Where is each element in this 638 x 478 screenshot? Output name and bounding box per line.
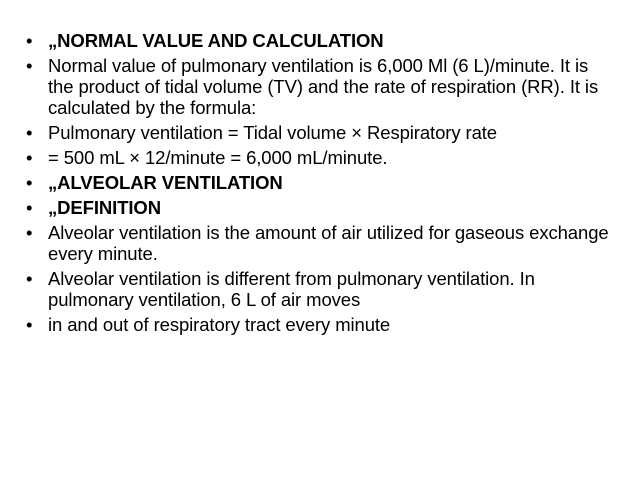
bullet-dot-icon: • xyxy=(26,122,33,143)
bullet-item-formula xyxy=(26,122,616,143)
bullet-list xyxy=(26,30,616,339)
bullet-dot-icon: • xyxy=(26,197,33,218)
bullet-item-air-movement-text xyxy=(26,314,616,335)
bullet-item-difference-text xyxy=(26,268,616,310)
bullet-text: „NORMAL VALUE AND CALCULATION xyxy=(48,30,384,51)
bullet-text: Alveolar ventilation is different from pulmonary ventilation. In pulmonary ventilation, 6 L of air moves xyxy=(48,268,535,310)
bullet-dot-icon: • xyxy=(26,30,33,51)
bullet-text: Normal value of pulmonary ventilation is 6,000 Ml (6 L)/minute. It is the product of tidal volume (TV) and the rate of respiration (RR). It is calculated by the formula: xyxy=(48,55,599,118)
bullet-item-alveolar-heading xyxy=(26,172,616,193)
bullet-text: Alveolar ventilation is the amount of air utilized for gaseous exchange every minute. xyxy=(48,222,609,264)
bullet-item-definition-heading xyxy=(26,197,616,218)
bullet-text: in and out of respiratory tract every minute xyxy=(48,314,391,335)
bullet-dot-icon: • xyxy=(26,55,33,76)
bullet-item-normal-value-heading xyxy=(26,30,616,51)
bullet-dot-icon: • xyxy=(26,222,33,243)
bullet-text: = 500 mL × 12/minute = 6,000 mL/minute. xyxy=(48,147,388,168)
bullet-text: „ALVEOLAR VENTILATION xyxy=(48,172,283,193)
bullet-dot-icon: • xyxy=(26,172,33,193)
bullet-text: „DEFINITION xyxy=(48,197,161,218)
bullet-dot-icon: • xyxy=(26,268,33,289)
bullet-item-normal-value-text xyxy=(26,55,616,118)
bullet-item-definition-text xyxy=(26,222,616,264)
bullet-item-calculation xyxy=(26,147,616,168)
bullet-text: Pulmonary ventilation = Tidal volume × Respiratory rate xyxy=(48,122,497,143)
bullet-dot-icon: • xyxy=(26,314,33,335)
bullet-dot-icon: • xyxy=(26,147,33,168)
